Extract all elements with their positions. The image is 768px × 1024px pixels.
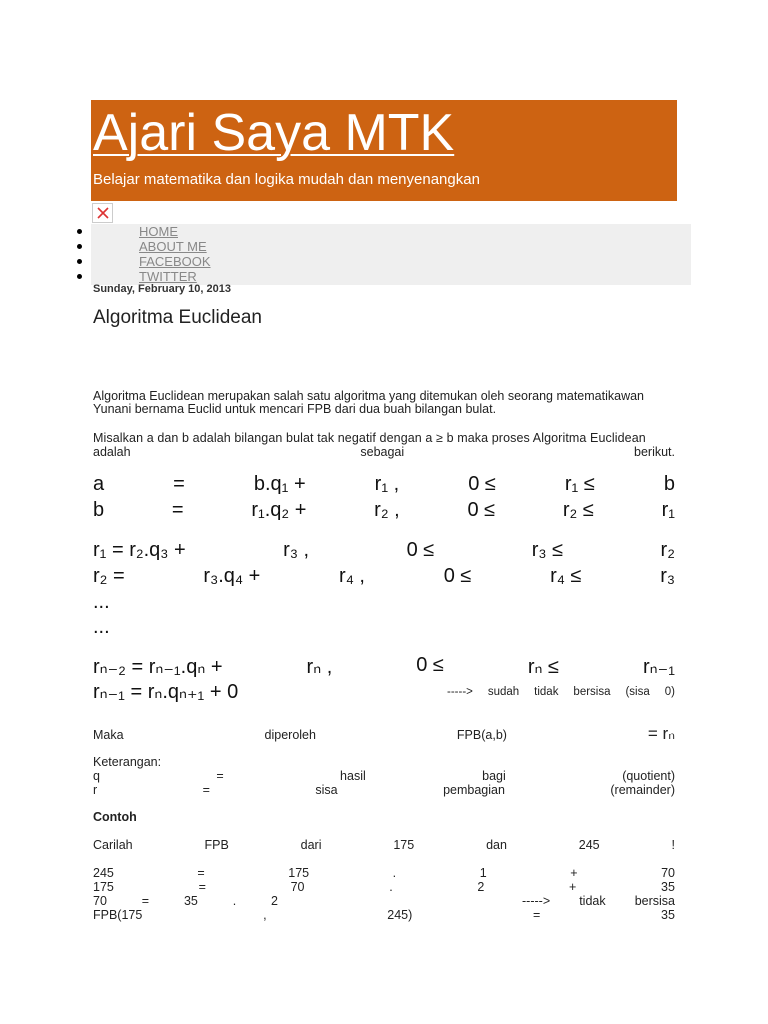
word: berikut. xyxy=(634,445,675,459)
word: ! xyxy=(671,838,675,852)
eq-term: r₃ ≤ xyxy=(531,539,564,561)
eq-term: 0 ≤ xyxy=(468,473,496,495)
eq-term: r₂ , xyxy=(374,499,400,521)
nav-bullet xyxy=(77,259,82,264)
word: 2 xyxy=(477,880,485,894)
word: = xyxy=(198,880,206,894)
word: -----> xyxy=(447,686,473,698)
word: FPB(175 xyxy=(93,908,143,922)
equation-row xyxy=(93,654,675,679)
eq-term: r₁ ≤ xyxy=(564,473,595,495)
eq-term: r₄ , xyxy=(339,565,365,587)
word: 175 xyxy=(288,866,310,880)
word: 0) xyxy=(664,686,675,698)
word: -----> xyxy=(522,894,551,908)
word: 2 xyxy=(271,894,278,908)
word: sebagai xyxy=(360,445,405,459)
paragraph-line: Misalkan a dan b adalah bilangan bulat tak negatif dengan a ≥ b maka proses Algoritma Euclidean xyxy=(93,431,646,445)
eq-term: 0 ≤ xyxy=(406,539,435,561)
equation-row xyxy=(93,565,675,588)
example-question xyxy=(93,838,675,852)
keterangan-row xyxy=(93,769,675,783)
word: + xyxy=(569,880,577,894)
paragraph-line: Yunani bernama Euclid untuk mencari FPB dari dua buah bilangan bulat. xyxy=(93,402,497,416)
word: dari xyxy=(300,838,322,852)
eq-term: r₂ ≤ xyxy=(562,499,594,521)
equation-note xyxy=(447,686,675,698)
word: 70 xyxy=(290,880,305,894)
equation-row: rₙ₋₁ = rₙ.qₙ₊₁ + 0 xyxy=(93,681,239,703)
eq-term: r₂ xyxy=(660,539,675,561)
word: = xyxy=(216,769,224,783)
eq-term: b xyxy=(663,473,675,495)
example-step xyxy=(93,866,675,880)
word: dan xyxy=(486,838,507,852)
example-step-note xyxy=(522,894,675,908)
eq-term: 0 ≤ xyxy=(467,499,496,521)
word: . xyxy=(232,894,237,908)
word: = xyxy=(197,866,205,880)
word: bersisa xyxy=(634,894,675,908)
word: 1 xyxy=(479,866,487,880)
eq-term: = xyxy=(171,499,184,521)
nav-bullet xyxy=(77,274,82,279)
eq-term: r₄ ≤ xyxy=(550,565,582,587)
eq-term: rₙ , xyxy=(306,656,333,678)
word: = xyxy=(202,783,210,797)
word: q xyxy=(93,769,100,783)
post-title: Algoritma Euclidean xyxy=(93,307,262,328)
word: pembagian xyxy=(443,783,505,797)
word: + xyxy=(570,866,578,880)
equation-row xyxy=(93,499,675,522)
eq-term: r₁ xyxy=(661,499,675,521)
example-step xyxy=(93,894,278,908)
equation-row xyxy=(93,539,675,562)
ellipsis: ... xyxy=(93,591,110,613)
site-description: Belajar matematika dan logika mudah dan menyenangkan xyxy=(93,171,480,188)
word: (sisa xyxy=(625,686,650,698)
word: bagi xyxy=(482,769,506,783)
word: 70 xyxy=(661,866,675,880)
eq-term: = xyxy=(173,473,185,495)
eq-term: r₃.q₄ + xyxy=(203,565,261,587)
eq-term: r₃ , xyxy=(283,539,310,561)
ellipsis: ... xyxy=(93,616,110,638)
eq-term: r₁ , xyxy=(374,473,400,495)
word: Maka xyxy=(93,728,124,742)
example-result xyxy=(93,908,675,922)
word: 35 xyxy=(183,894,198,908)
word: sisa xyxy=(315,783,338,797)
word: tidak xyxy=(534,686,559,698)
word: FPB xyxy=(204,838,229,852)
word: . xyxy=(392,866,397,880)
equation-row xyxy=(93,473,675,496)
word: 175 xyxy=(93,880,114,894)
nav-bullet xyxy=(77,229,82,234)
word: sudah xyxy=(487,686,520,698)
eq-term: r₃ xyxy=(660,565,675,587)
eq-term: rₙ₋₂ = rₙ₋₁.qₙ + xyxy=(93,656,223,678)
word: = rₙ xyxy=(647,724,675,743)
word: 35 xyxy=(661,908,675,922)
word: , xyxy=(263,908,267,922)
paragraph-line: Algoritma Euclidean merupakan salah satu algoritma yang ditemukan oleh seorang matematikawan xyxy=(93,389,645,403)
eq-term: rₙ ≤ xyxy=(527,656,560,678)
word: tidak xyxy=(579,894,606,908)
word: 35 xyxy=(661,880,675,894)
word: 70 xyxy=(93,894,107,908)
word: FPB(a,b) xyxy=(456,728,507,742)
eq-term: r₁ = r₂.q₃ + xyxy=(93,539,186,561)
word: 245) xyxy=(387,908,413,922)
site-title-link[interactable]: Ajari Saya MTK xyxy=(93,104,455,162)
main-nav xyxy=(91,224,691,285)
eq-term: r₁.q₂ + xyxy=(251,499,307,521)
word: 245 xyxy=(93,866,114,880)
eq-term: 0 ≤ xyxy=(416,654,444,676)
eq-term: b.q₁ + xyxy=(253,473,306,495)
eq-term: rₙ₋₁ xyxy=(643,656,675,678)
eq-term: a xyxy=(93,473,105,495)
word: (quotient) xyxy=(622,769,675,783)
eq-term: 0 ≤ xyxy=(443,565,472,587)
nav-bullet xyxy=(77,244,82,249)
word: . xyxy=(389,880,393,894)
word: 175 xyxy=(393,838,415,852)
nav-item-twitter[interactable]: TWITTER xyxy=(139,269,197,284)
word: r xyxy=(93,783,98,797)
word: = xyxy=(141,894,150,908)
nav-item-about-me[interactable]: ABOUT ME xyxy=(139,239,207,254)
word: adalah xyxy=(93,445,131,459)
word: hasil xyxy=(340,769,366,783)
close-icon[interactable] xyxy=(92,203,113,223)
eq-term: r₂ = xyxy=(93,565,125,587)
paragraph-line xyxy=(93,445,675,459)
contoh-label: Contoh xyxy=(93,810,137,824)
conclusion-line xyxy=(93,724,675,744)
eq-term: b xyxy=(93,499,105,521)
word: (remainder) xyxy=(610,783,675,797)
post-date: Sunday, February 10, 2013 xyxy=(93,283,231,295)
example-step xyxy=(93,880,675,894)
word: diperoleh xyxy=(264,728,316,742)
keterangan-row xyxy=(93,783,675,797)
keterangan-label: Keterangan: xyxy=(93,755,162,769)
word: = xyxy=(533,908,541,922)
word: bersisa xyxy=(573,686,611,698)
nav-item-home[interactable]: HOME xyxy=(139,224,178,239)
word: 245 xyxy=(578,838,600,852)
nav-item-facebook[interactable]: FACEBOOK xyxy=(139,254,211,269)
word: Carilah xyxy=(93,838,133,852)
site-header xyxy=(91,100,677,201)
